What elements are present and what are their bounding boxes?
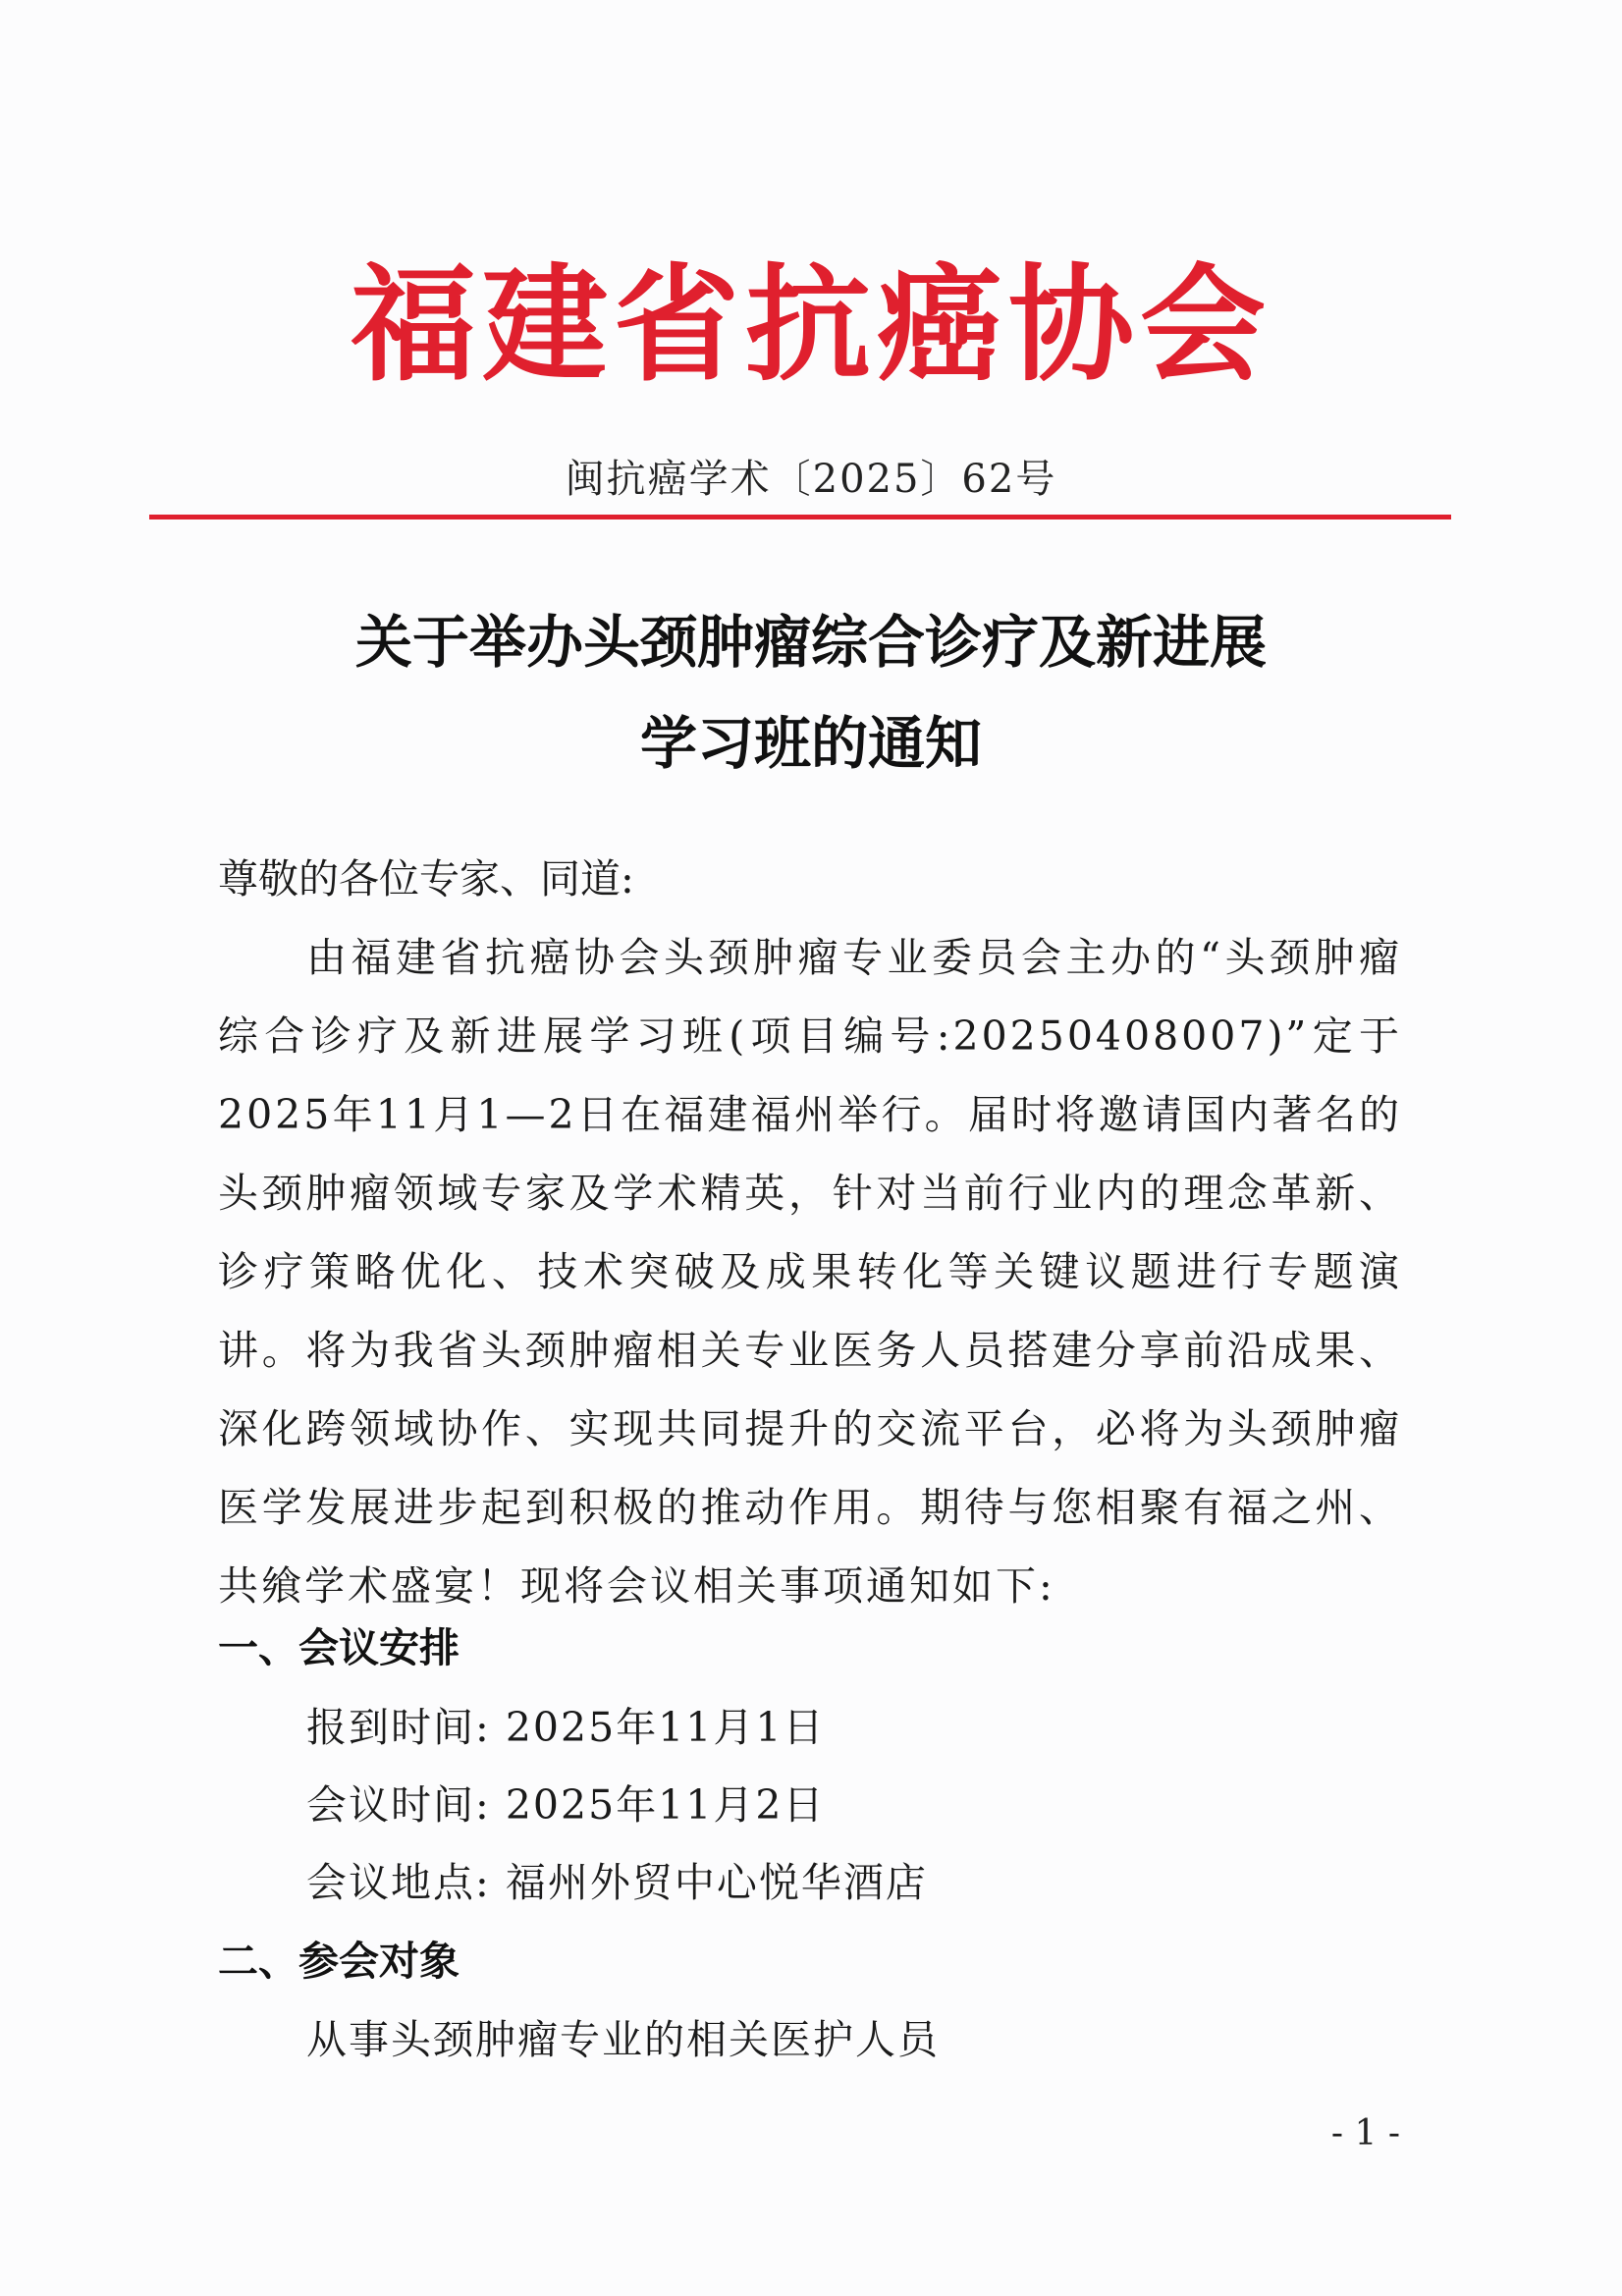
- document-number: 闽抗癌学术〔2025〕62号: [565, 457, 1057, 502]
- meeting-time: 会议时间: 2025年11月2日: [306, 1781, 826, 1829]
- main-paragraph: 由福建省抗癌协会头颈肿瘤专业委员会主办的“头颈肿瘤综合诊疗及新进展学习班(项目编号:20250408007)”定于2025年11月1—2日在福建福州举行。届时将邀请国内著名的头颈肿瘤领域专家及学术精英，针对当前行业内的理念革新、诊疗策略优化、技术突破及成果转化等关键议题进行专题演讲。将为我省头颈肿瘤相关专业医务人员搭建分享前沿成果、深化跨领域协作、实现共同提升的交流平台，必将为头颈肿瘤医学发展进步起到积极的推动作用。期待与您相聚有福之州、共飨学术盛宴！现将会议相关事项通知如下:: [218, 934, 1402, 1610]
- notice-title-line-2: 学习班的通知: [639, 710, 982, 777]
- registration-time: 报到时间: 2025年11月1日: [306, 1704, 826, 1751]
- section-heading-meeting-arrangement: 一、会议安排: [218, 1624, 460, 1671]
- page-number: - 1 -: [1330, 2113, 1400, 2154]
- attendee-description: 从事头颈肿瘤专业的相关医护人员: [306, 2016, 940, 2063]
- notice-title-line-1: 关于举办头颈肿瘤综合诊疗及新进展: [354, 609, 1267, 676]
- letterhead-divider: [149, 515, 1451, 519]
- meeting-location: 会议地点: 福州外贸中心悦华酒店: [306, 1859, 928, 1906]
- section-heading-attendees: 二、参会对象: [218, 1938, 460, 1985]
- organization-letterhead: 福建省抗癌协会: [350, 252, 1271, 399]
- salutation: 尊敬的各位专家、同道:: [218, 855, 634, 902]
